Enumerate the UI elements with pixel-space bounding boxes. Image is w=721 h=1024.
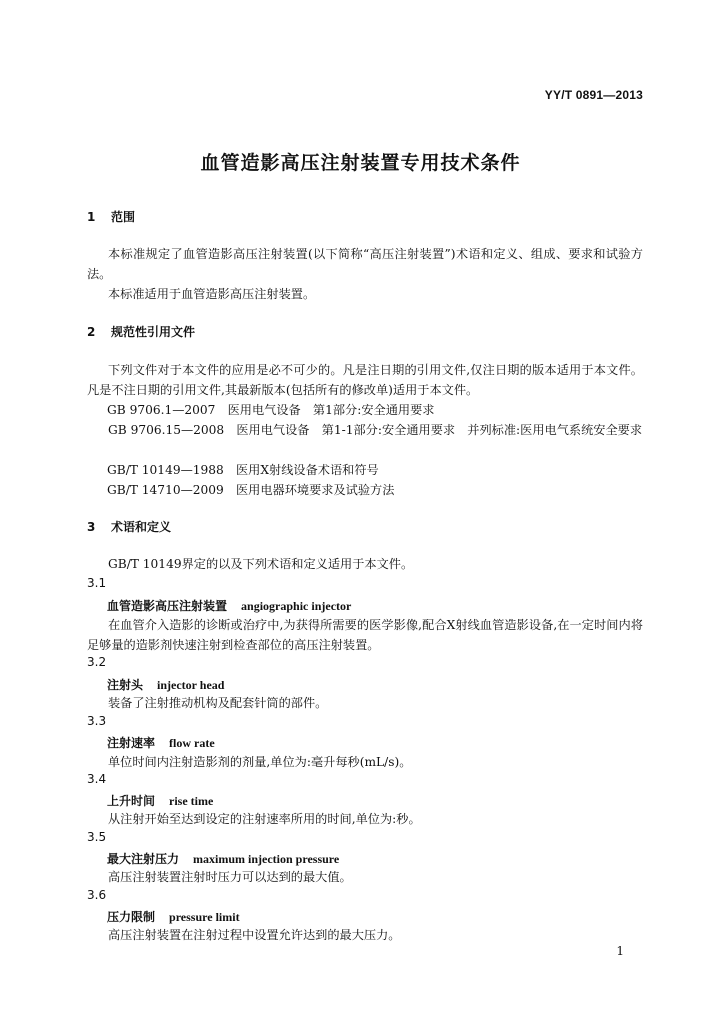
term-heading <box>107 850 339 867</box>
term-number: 3.3 <box>87 714 107 728</box>
term-number: 3.4 <box>87 772 107 786</box>
term-chinese: 最大注射压力 <box>107 852 180 866</box>
page-number: 1 <box>616 944 624 958</box>
term-english: angiographic injector <box>241 599 352 613</box>
section-number: 3 <box>87 520 96 534</box>
term-english: maximum injection pressure <box>193 852 340 866</box>
document-title: 血管造影高压注射装置专用技术条件 <box>200 152 521 174</box>
section-heading-scope <box>87 208 135 225</box>
section-heading-terms <box>87 518 171 535</box>
term-english: rise time <box>169 794 214 808</box>
reference-item: GB/T 10149—1988 医用X射线设备术语和符号 <box>107 463 379 477</box>
reference-item: GB 9706.15—2008 医用电气设备 第1-1部分:安全通用要求 并列标准:医用电气系统安全要求 <box>108 423 643 437</box>
section-heading-normative <box>87 323 195 340</box>
term-definition: 在血管介入造影的诊断或治疗中,为获得所需要的医学影像,配合X射线血管造影设备,在一定时间内将足够量的造影剂快速注射到检查部位的高压注射装置。 <box>87 618 643 652</box>
term-chinese: 血管造影高压注射装置 <box>107 599 228 613</box>
reference-item: GB/T 14710—2009 医用电器环境要求及试验方法 <box>107 483 395 497</box>
scope-paragraph-1: 本标准规定了血管造影高压注射装置(以下简称“高压注射装置”)术语和定义、组成、要求和试验方法。 <box>87 247 643 281</box>
section-number: 2 <box>87 325 96 339</box>
term-definition: 高压注射装置在注射过程中设置允许达到的最大压力。 <box>108 928 401 942</box>
term-definition: 高压注射装置注射时压力可以达到的最大值。 <box>108 870 352 884</box>
term-chinese: 注射头 <box>107 678 144 692</box>
term-definition: 装备了注射推动机构及配套针筒的部件。 <box>108 696 328 710</box>
section-title: 术语和定义 <box>111 520 172 534</box>
term-number: 3.6 <box>87 888 107 902</box>
section-title: 范围 <box>111 210 136 224</box>
term-heading <box>107 597 351 614</box>
term-chinese: 注射速率 <box>107 736 156 750</box>
term-chinese: 压力限制 <box>107 910 156 924</box>
term-number: 3.5 <box>87 830 107 844</box>
term-heading <box>107 908 240 925</box>
reference-item: GB 9706.1—2007 医用电气设备 第1部分:安全通用要求 <box>107 403 435 417</box>
section-title: 规范性引用文件 <box>111 325 196 339</box>
term-english: injector head <box>157 678 225 692</box>
term-english: pressure limit <box>169 910 240 924</box>
term-number: 3.1 <box>87 576 107 590</box>
term-heading <box>107 792 213 809</box>
term-english: flow rate <box>169 736 215 750</box>
term-definition: 从注射开始至达到设定的注射速率所用的时间,单位为:秒。 <box>108 812 421 826</box>
terms-intro: GB/T 10149界定的以及下列术语和定义适用于本文件。 <box>108 557 414 571</box>
section-number: 1 <box>87 210 96 224</box>
term-number: 3.2 <box>87 655 107 669</box>
term-definition: 单位时间内注射造影剂的剂量,单位为:毫升每秒(mL/s)。 <box>108 755 412 769</box>
normative-intro: 下列文件对于本文件的应用是必不可少的。凡是注日期的引用文件,仅注日期的版本适用于本文件。凡是不注日期的引用文件,其最新版本(包括所有的修改单)适用于本文件。 <box>87 363 643 397</box>
term-heading <box>107 734 215 751</box>
scope-paragraph-2: 本标准适用于血管造影高压注射装置。 <box>108 287 316 301</box>
term-chinese: 上升时间 <box>107 794 156 808</box>
term-heading <box>107 676 224 693</box>
standard-code: YY/T 0891—2013 <box>544 88 643 102</box>
